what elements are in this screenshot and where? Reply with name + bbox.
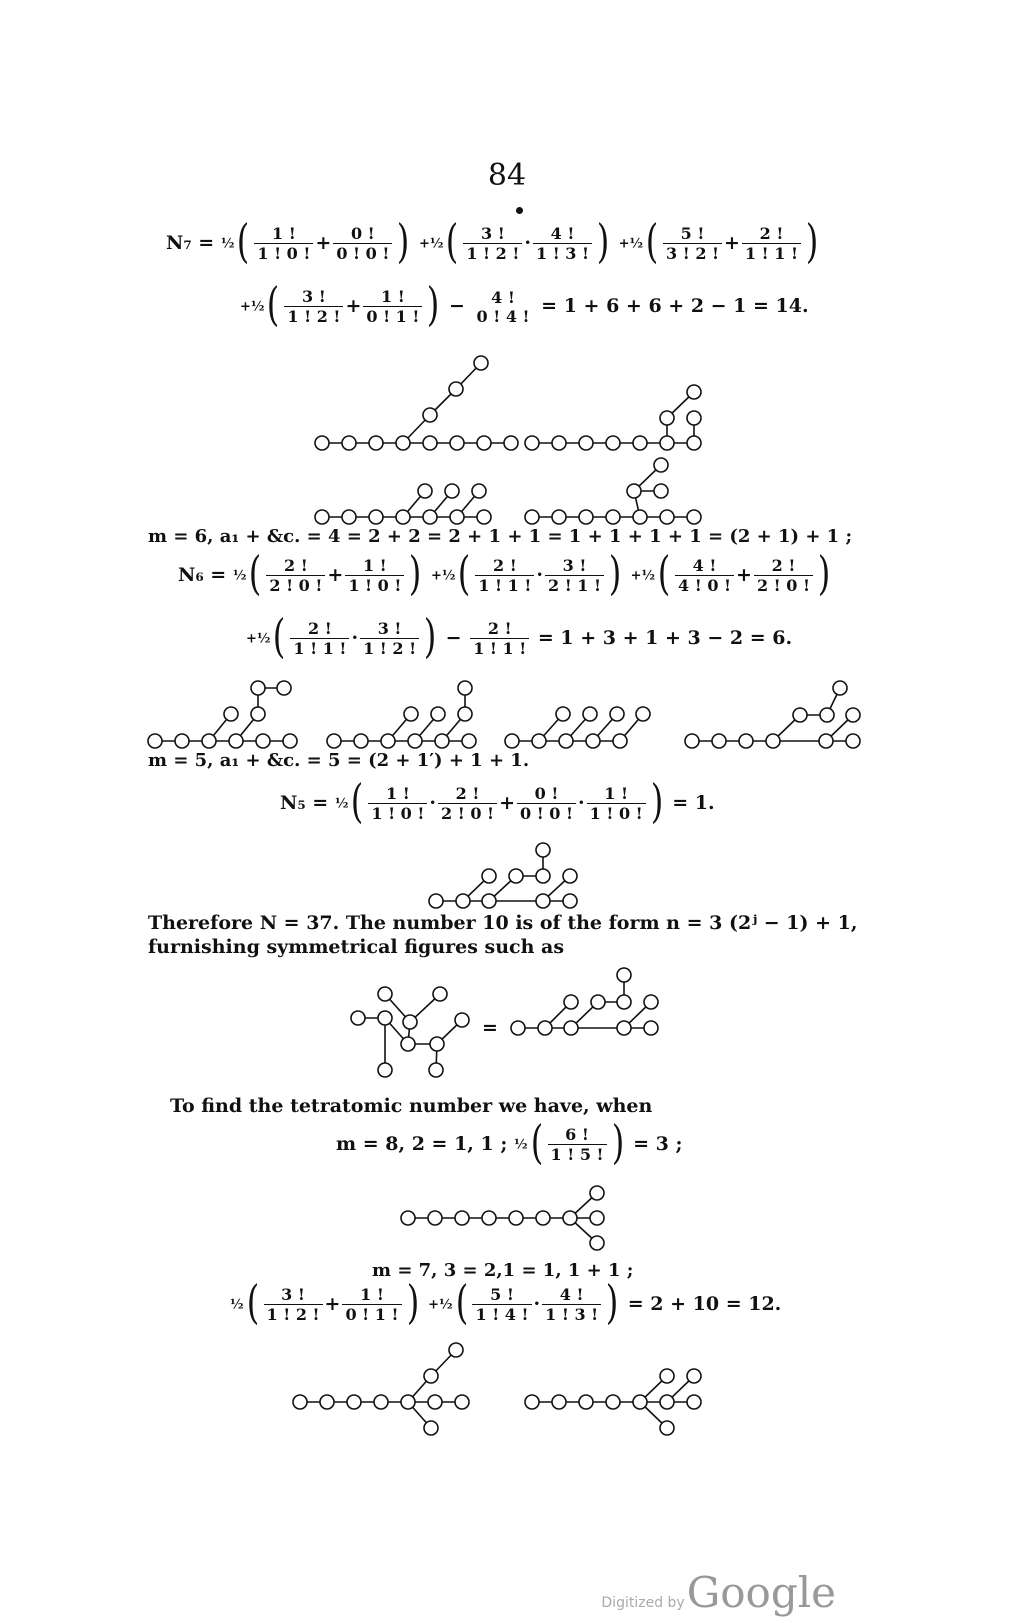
atom-node (846, 734, 860, 748)
atom-node (477, 436, 491, 450)
op: · (524, 232, 531, 254)
frac-num: 3 ! (463, 226, 522, 244)
atom-node (660, 1395, 674, 1409)
frac-den: 1 ! 4 ! (475, 1305, 529, 1324)
frac-num: 3 ! (360, 621, 419, 639)
atom-node (315, 510, 329, 524)
atom-node (579, 436, 593, 450)
frac-num: 2 ! (290, 621, 349, 639)
atom-node (654, 484, 668, 498)
atom-node (559, 734, 573, 748)
coef: +½ (428, 1297, 453, 1313)
frac-num: 2 ! (470, 621, 529, 639)
frac-den: 1 ! 1 ! (744, 244, 798, 263)
atom-node (315, 436, 329, 450)
atom-node (525, 436, 539, 450)
op: · (429, 792, 437, 814)
atom-node (505, 734, 519, 748)
frac-num: 2 ! (475, 558, 534, 576)
atom-node (396, 436, 410, 450)
coef: ½ (220, 236, 235, 252)
atom-node (428, 1395, 442, 1409)
atom-node (552, 436, 566, 450)
atom-node (175, 734, 189, 748)
atom-node (563, 894, 577, 908)
tree-n6-a (148, 681, 297, 748)
frac-num: 5 ! (663, 226, 722, 244)
atom-node (277, 681, 291, 695)
atom-node (511, 1021, 525, 1035)
frac-num: 2 ! (438, 786, 497, 804)
atom-node (509, 869, 523, 883)
atom-node (819, 734, 833, 748)
op: + (499, 792, 515, 814)
atom-node (617, 995, 631, 1009)
atom-node (590, 1211, 604, 1225)
equation-n7-line2: +½( $\frac{3 !}{1 ! 2 !}$ + $\frac{1 !}{0 ! 1 !}$ ) − 4 ! 0 ! 4 ! = 1 + 6 + 6 + 2 − 1 = 14. (240, 277, 809, 331)
frac-den: 0 ! 1 ! (345, 1305, 399, 1324)
op: · (351, 627, 359, 649)
tree-n7-d (525, 458, 701, 524)
op: + (324, 1293, 341, 1315)
m7-line: m = 7, 3 = 2,1 = 1, 1 + 1 ; (372, 1260, 634, 1281)
digitized-by-label: Digitized by (601, 1595, 685, 1611)
atom-node (148, 734, 162, 748)
frac-num: 5 ! (472, 1287, 531, 1305)
atom-node (644, 995, 658, 1009)
atom-node (424, 1369, 438, 1383)
atom-node (256, 734, 270, 748)
atom-node (606, 510, 620, 524)
frac-num: 3 ! (264, 1287, 323, 1305)
atom-node (342, 510, 356, 524)
atom-node (320, 1395, 334, 1409)
op: · (536, 564, 543, 586)
atom-node (429, 894, 443, 908)
atom-node (633, 510, 647, 524)
atom-node (378, 1011, 392, 1025)
atom-node (351, 1011, 365, 1025)
atom-node (433, 987, 447, 1001)
atom-node (579, 1395, 593, 1409)
atom-node (404, 707, 418, 721)
tree-symmetric-left (351, 987, 469, 1077)
frac-den: 0 ! 0 ! (336, 244, 390, 263)
atom-node (606, 436, 620, 450)
atom-node (283, 734, 297, 748)
atom-node (627, 484, 641, 498)
coef: +½ (618, 236, 644, 252)
atom-node (401, 1037, 415, 1051)
frac-den: 1 ! 1 ! (293, 639, 347, 658)
atom-node (532, 734, 546, 748)
atom-node (435, 734, 449, 748)
prose-therefore: Therefore N = 37. The number 10 is of the form n = 3 (2ʲ − 1) + 1, (148, 912, 858, 934)
prose-tetratomic: To find the tetratomic number we have, when (170, 1095, 653, 1117)
coef: ½ (232, 568, 247, 584)
atom-node (327, 734, 341, 748)
atom-node (610, 707, 624, 721)
coef: ½ (230, 1297, 244, 1313)
atom-node (482, 1211, 496, 1225)
n7-lhs: N₇ = (166, 232, 215, 254)
atom-node (591, 995, 605, 1009)
frac-num: 1 ! (345, 558, 404, 576)
coef: +½ (246, 631, 271, 647)
atom-node (687, 1395, 701, 1409)
atom-node (445, 484, 459, 498)
frac-num: 4 ! (533, 226, 592, 244)
atom-node (429, 1063, 443, 1077)
frac-num: 0 ! (517, 786, 576, 804)
result: = 1. (672, 792, 715, 814)
frac-den: 1 ! 0 ! (371, 804, 425, 823)
atom-node (564, 1021, 578, 1035)
frac-den: 1 ! 1 ! (478, 576, 532, 595)
atom-node (472, 484, 486, 498)
atom-node (793, 708, 807, 722)
atom-node (660, 1369, 674, 1383)
atom-node (251, 681, 265, 695)
atom-node (846, 708, 860, 722)
atom-node (449, 382, 463, 396)
frac-den: 1 ! 3 ! (545, 1305, 599, 1324)
op: + (345, 295, 362, 317)
frac-num: 4 ! (491, 287, 515, 307)
atom-node (458, 707, 472, 721)
atom-node (583, 707, 597, 721)
frac-num: 2 ! (754, 558, 813, 576)
atom-node (613, 734, 627, 748)
result: = 3 ; (633, 1133, 683, 1155)
m5-line: m = 5, a₁ + &c. = 5 = (2 + 1′) + 1 + 1. (148, 750, 530, 771)
tree-n7-b (525, 385, 701, 450)
atom-node (202, 734, 216, 748)
atom-node (509, 1211, 523, 1225)
op: + (736, 564, 752, 586)
tree-n7-c (315, 484, 491, 524)
frac-den: 0 ! 4 ! (476, 306, 530, 326)
atom-node (636, 707, 650, 721)
n6-lhs: N₆ = (178, 564, 227, 586)
atom-node (687, 411, 701, 425)
atom-node (833, 681, 847, 695)
atom-node (347, 1395, 361, 1409)
atom-node (342, 436, 356, 450)
atom-node (369, 510, 383, 524)
atom-node (381, 734, 395, 748)
frac-den: 1 ! 2 ! (363, 639, 417, 658)
m6-line: m = 6, a₁ + &c. = 4 = 2 + 2 = 2 + 1 + 1 = 1 + 1 + 1 + 1 = (2 + 1) + 1 ; (148, 526, 853, 547)
tree-n6-b (327, 681, 476, 748)
atom-node (251, 707, 265, 721)
google-logo-text: Google (686, 1568, 836, 1617)
frac-num: 0 ! (333, 226, 392, 244)
atom-node (408, 734, 422, 748)
equation-n6-line2: +½( $\frac{2 !}{1 ! 1 !}$ · $\frac{3 !}{1 ! 2 !}$ ) − $\frac{2 !}{1 ! 1 !}$ = 1 + 3 + 1 + 3 − 2 = 6. (246, 609, 793, 663)
equation-m7: ½( $\frac{3 !}{1 ! 2 !}$ + $\frac{1 !}{0 ! 1 !}$ ) +½( $\frac{5 !}{1 ! 4 !}$ · $\frac{4 !}{1 ! 3 !}$ ) = 2 + 10 = 12. (230, 1275, 782, 1329)
atom-node (687, 510, 701, 524)
atom-node (654, 458, 668, 472)
atom-node (423, 436, 437, 450)
frac-num: 3 ! (545, 558, 604, 576)
page-number: 84 (487, 158, 527, 193)
op: · (533, 1293, 541, 1315)
atom-node (456, 894, 470, 908)
atom-node (450, 510, 464, 524)
atom-node (633, 1395, 647, 1409)
tree-n5 (429, 843, 577, 908)
atom-node (482, 869, 496, 883)
atom-node (556, 707, 570, 721)
coef: +½ (630, 568, 656, 584)
atom-node (293, 1395, 307, 1409)
coef: +½ (430, 568, 456, 584)
atom-node (430, 1037, 444, 1051)
tree-n6-c (505, 707, 650, 748)
atom-node (660, 510, 674, 524)
atom-node (617, 968, 631, 982)
tree-m8 (401, 1186, 604, 1250)
result: = 1 + 6 + 6 + 2 − 1 = 14. (541, 295, 809, 317)
atom-node (633, 436, 647, 450)
atom-node (477, 510, 491, 524)
atom-node (644, 1021, 658, 1035)
atom-node (525, 510, 539, 524)
atom-node (687, 385, 701, 399)
atom-node (617, 1021, 631, 1035)
atom-node (552, 1395, 566, 1409)
frac-num: 1 ! (254, 226, 313, 244)
atom-node (685, 734, 699, 748)
atom-node (739, 734, 753, 748)
atom-node (396, 510, 410, 524)
frac-den: 0 ! 0 ! (519, 804, 574, 823)
op: + (327, 564, 344, 586)
atom-node (401, 1211, 415, 1225)
coef: ½ (514, 1137, 528, 1153)
frac-num: 3 ! (284, 289, 343, 307)
n5-lhs: N₅ = (280, 792, 329, 814)
atom-node (224, 707, 238, 721)
atom-node (474, 356, 488, 370)
atom-node (450, 436, 464, 450)
atom-node (606, 1395, 620, 1409)
frac-den: 2 ! 1 ! (548, 576, 602, 595)
atom-node (431, 707, 445, 721)
atom-node (536, 843, 550, 857)
frac-den: 1 ! 3 ! (536, 244, 590, 263)
result: = 2 + 10 = 12. (627, 1293, 782, 1315)
atom-node (462, 734, 476, 748)
frac-den: 2 ! 0 ! (441, 804, 495, 823)
atom-node (590, 1236, 604, 1250)
atom-node (449, 1343, 463, 1357)
google-watermark (601, 1568, 836, 1617)
atom-node (424, 1421, 438, 1435)
tree-n6-d (685, 681, 860, 748)
frac-num: 1 ! (363, 289, 422, 307)
frac-num: 4 ! (542, 1287, 601, 1305)
atom-node (423, 510, 437, 524)
atom-node (536, 869, 550, 883)
frac-den: 2 ! 0 ! (269, 576, 323, 595)
atom-node (766, 734, 780, 748)
frac-den: 1 ! 5 ! (550, 1145, 604, 1164)
op: + (315, 232, 332, 254)
atom-node (564, 995, 578, 1009)
symmetric-equals: = (482, 1017, 498, 1039)
frac-den: 1 ! 0 ! (257, 244, 311, 263)
atom-node (660, 1421, 674, 1435)
coef: ½ (334, 796, 349, 812)
atom-node (586, 734, 600, 748)
frac-num: 2 ! (266, 558, 325, 576)
atom-node (536, 894, 550, 908)
atom-node (538, 1021, 552, 1035)
coef: +½ (418, 236, 444, 252)
tree-n7-a (315, 356, 518, 450)
atom-node (504, 436, 518, 450)
atom-node (579, 510, 593, 524)
tree-m7-a (293, 1343, 469, 1435)
coef: +½ (240, 299, 265, 315)
frac-den: 1 ! 2 ! (266, 1305, 320, 1324)
atom-node (378, 987, 392, 1001)
atom-node (401, 1395, 415, 1409)
atom-node (369, 436, 383, 450)
atom-node (455, 1211, 469, 1225)
atom-node (455, 1395, 469, 1409)
atom-node (712, 734, 726, 748)
atom-node (458, 681, 472, 695)
equation-n5: N₅ = ½( $\frac{1 !}{1 ! 0 !}$ · $\frac{2 !}{2 ! 0 !}$ + $\frac{0 !}{0 ! 0 !}$ · $\frac{1 !}{1 ! 0 !}$ ) = 1. (280, 774, 715, 828)
atom-node (536, 1211, 550, 1225)
atom-node (687, 1369, 701, 1383)
frac-den: 0 ! 1 ! (366, 307, 420, 326)
frac-num: 1 ! (368, 786, 427, 804)
atom-node (428, 1211, 442, 1225)
m8-left: m = 8, 2 = 1, 1 ; (336, 1133, 508, 1155)
atom-node (552, 510, 566, 524)
frac-den: 2 ! 0 ! (756, 576, 810, 595)
m8-line: m = 8, 2 = 1, 1 ; ½( $\frac{6 !}{1 ! 5 !}$ ) = 3 ; (336, 1115, 683, 1169)
atom-node (687, 436, 701, 450)
frac-den: 1 ! 2 ! (287, 307, 341, 326)
atom-node (660, 411, 674, 425)
frac-den: 1 ! 0 ! (589, 804, 643, 823)
atom-node (374, 1395, 388, 1409)
atom-node (229, 734, 243, 748)
frac-num: 1 ! (587, 786, 646, 804)
atom-node (590, 1186, 604, 1200)
prose-furnishing: furnishing symmetrical figures such as (148, 936, 565, 958)
frac-den: 4 ! 0 ! (678, 576, 732, 595)
atom-node (525, 1395, 539, 1409)
atom-node (563, 869, 577, 883)
frac-num: 2 ! (742, 226, 801, 244)
atom-node (820, 708, 834, 722)
frac-den: 1 ! 1 ! (473, 639, 527, 658)
atom-node (418, 484, 432, 498)
atom-node (378, 1063, 392, 1077)
result: = 1 + 3 + 1 + 3 − 2 = 6. (537, 627, 793, 649)
frac-num: 4 ! (675, 558, 734, 576)
frac-den: 1 ! 2 ! (466, 244, 520, 263)
frac-den: 1 ! 0 ! (348, 576, 402, 595)
equation-n7-line1: N₇ = ½( $\frac{1 !}{1 ! 0 !}$ + $\frac{0 !}{0 ! 0 !}$ ) +½( $\frac{3 !}{1 ! 2 !}$ · $\frac{4 !}{1 ! 3 !}$ ) +½( $\frac{5 !}{3 ! 2 !}$ + $\frac{2 !}{1 ! 1 !}$ ) (166, 214, 819, 268)
atom-node (423, 408, 437, 422)
atom-node (482, 894, 496, 908)
atom-node (403, 1015, 417, 1029)
atom-node (455, 1013, 469, 1027)
tree-symmetric-right (511, 968, 658, 1035)
frac-num: 6 ! (548, 1127, 607, 1145)
atom-node (354, 734, 368, 748)
atom-node (660, 436, 674, 450)
op: + (724, 232, 740, 254)
frac-den: 3 ! 2 ! (666, 244, 720, 263)
equation-n6-line1: N₆ = ½( $\frac{2 !}{2 ! 0 !}$ + $\frac{1 !}{1 ! 0 !}$ ) +½( $\frac{2 !}{1 ! 1 !}$ · $\frac{3 !}{2 ! 1 !}$ ) +½( $\frac{4 !}{4 ! 0 !}$ + $\frac{2 !}{2 ! 0 !}$ ) (178, 546, 831, 600)
tree-m7-b (525, 1369, 701, 1435)
atom-node (563, 1211, 577, 1225)
frac-num: 1 ! (342, 1287, 401, 1305)
op: · (578, 792, 585, 814)
